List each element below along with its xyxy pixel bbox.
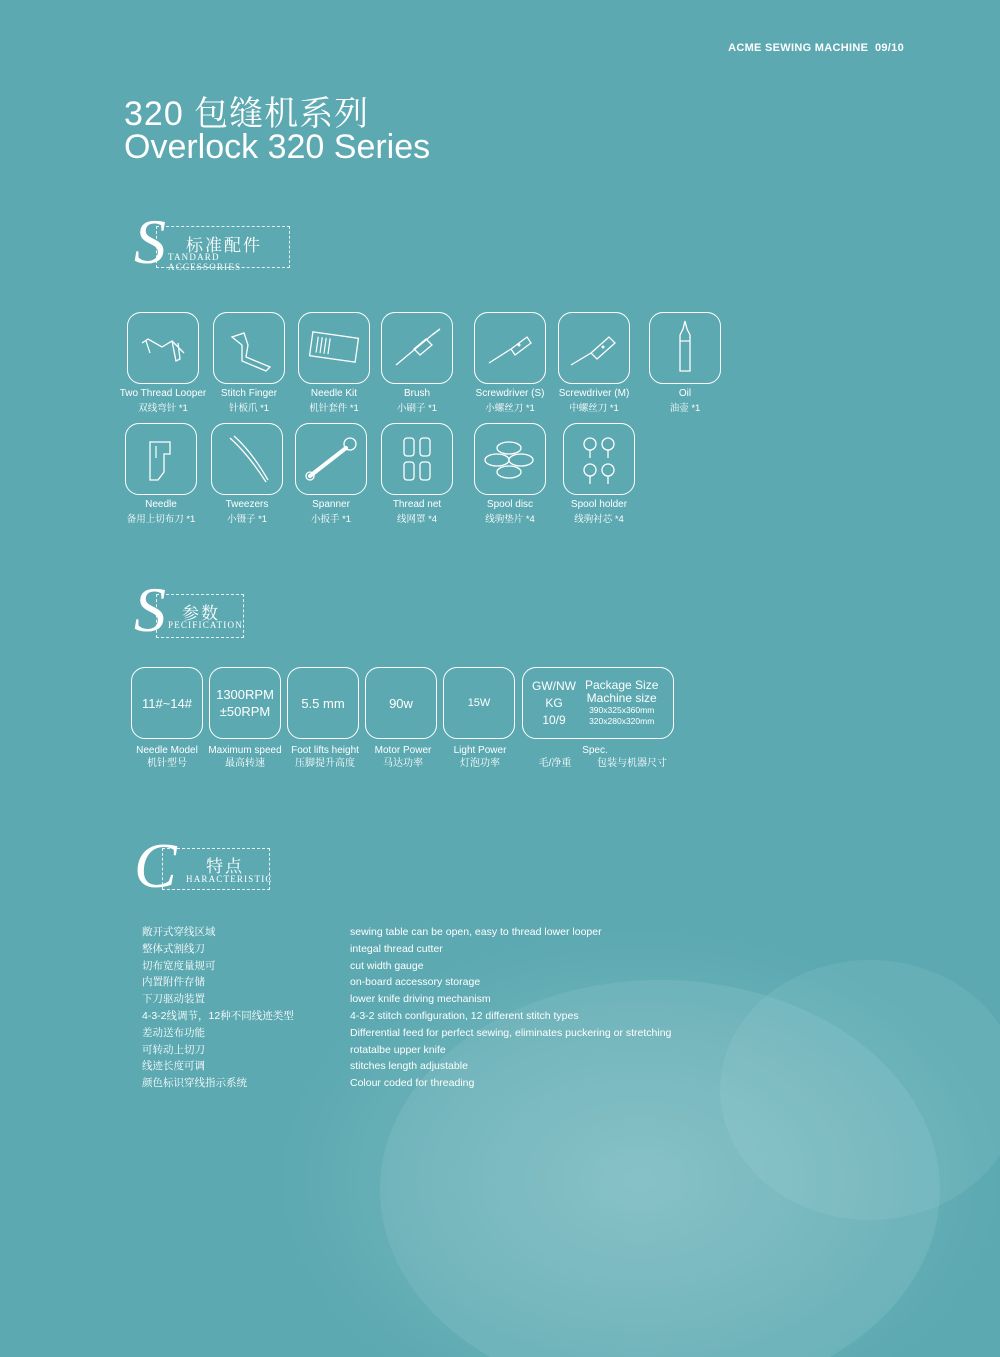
spec-value: 5.5 mm: [301, 695, 345, 711]
spec-value-box: [209, 667, 281, 739]
accessory-item: [286, 423, 376, 525]
spec-value-line-1: 1300RPM: [216, 687, 274, 702]
accessory-item: [372, 312, 462, 414]
spec-needle: [131, 667, 203, 739]
spec-label-light: [438, 744, 522, 770]
feature-item-cn: 线迹长度可调: [142, 1060, 205, 1073]
accessory-label-en: Tweezers: [225, 499, 269, 510]
feature-item-en: lower knife driving mechanism: [350, 993, 491, 1006]
features-list-cn: [142, 924, 294, 1092]
accessory-label-en: Screwdriver (M): [558, 388, 630, 399]
section-initial: S: [134, 574, 166, 645]
feature-item-en: Colour coded for threading: [350, 1077, 475, 1090]
spec-speed: [209, 667, 281, 739]
accessory-item: [554, 423, 644, 525]
accessory-item: [289, 312, 379, 414]
package-size-label: Package Size: [585, 678, 659, 692]
accessory-label-en: Needle Kit: [310, 388, 358, 399]
accessory-item: [202, 423, 292, 525]
spool-disc-icon: [474, 423, 546, 495]
accessory-label-en: Two Thread Looper: [119, 388, 207, 399]
screwdriver-s-icon: [474, 312, 546, 384]
section-title-en: PECIFICATION: [168, 620, 243, 630]
feature-item-cn: 敞开式穿线区域: [142, 926, 216, 938]
accessory-label-cn: 小扳手 *1: [310, 514, 352, 525]
spec-value: 15W: [467, 696, 491, 709]
accessory-item: [116, 423, 206, 525]
spec-label-en: Maximum speed: [208, 745, 282, 756]
spec-label-cn: 机针型号: [147, 758, 187, 769]
accessory-label-cn: 小镊子 *1: [226, 514, 268, 525]
upper-knife-icon: [125, 423, 197, 495]
gw-nw-label: GW/NW: [532, 678, 576, 693]
spec-value-box: [131, 667, 203, 739]
spec-label-package-en: Spec.: [582, 745, 608, 756]
spec-label-foot: [283, 744, 367, 770]
page-header: [728, 42, 904, 54]
brush-icon: [381, 312, 453, 384]
spec-label-cn: 灯泡功率: [460, 758, 500, 769]
feature-item-en: cut width gauge: [350, 959, 424, 972]
accessory-label-cn: 线网罩 *4: [396, 514, 438, 525]
accessory-label-en: Thread net: [392, 499, 442, 510]
section-title-en: TANDARD ACCESSORIES: [168, 252, 242, 272]
section-title-cn: 特点: [206, 857, 244, 876]
accessory-label-cn: 小螺丝刀 *1: [485, 403, 535, 414]
feature-item-cn: 下刀驱动装置: [142, 993, 205, 1006]
spec-light: [443, 667, 515, 739]
spec-label-needle: [127, 744, 207, 770]
feature-item-cn: 可转动上切刀: [142, 1043, 205, 1056]
machine-size-label: Machine size: [586, 691, 657, 705]
accessory-label-en: Spanner: [312, 499, 350, 510]
accessory-item: [465, 312, 555, 414]
page-title-en: Overlock 320 Series: [124, 128, 431, 166]
spec-label-en: Motor Power: [374, 745, 432, 756]
accessory-label-cn: 备用上切布刀 *1: [126, 514, 196, 525]
section-heading-accessories: [134, 206, 294, 278]
spec-value-box: [365, 667, 437, 739]
spec-value: 11#~14#: [141, 695, 192, 711]
accessory-item: [640, 312, 730, 414]
feature-item-en: rotatalbe upper knife: [350, 1043, 446, 1056]
spec-value-box: [522, 667, 674, 739]
spec-label-speed: [203, 744, 287, 770]
page-number: 09/10: [874, 42, 904, 54]
accessory-label-cn: 双线弯针 *1: [138, 403, 188, 414]
looper-icon: [127, 312, 199, 384]
spec-label-en: Foot lifts height: [291, 745, 359, 756]
spool-holder-icon: [563, 423, 635, 495]
spec-label-cn: 最高转速: [225, 758, 265, 769]
accessory-label-cn: 中螺丝刀 *1: [569, 403, 619, 414]
accessory-item: [465, 423, 555, 525]
accessory-item: [549, 312, 639, 414]
spec-label-weight-cn: 毛/净重: [538, 758, 572, 769]
spec-value: 90w: [389, 695, 413, 711]
brand-name: ACME SEWING MACHINE: [728, 42, 869, 54]
spec-value-line-2: ±50RPM: [219, 704, 271, 719]
spec-label-motor: [361, 744, 445, 770]
accessory-label-en: Stitch Finger: [220, 388, 278, 399]
page-title-cn: 320 包缝机系列: [124, 95, 370, 133]
thread-net-icon: [381, 423, 453, 495]
spec-label-cn: 压脚提升高度: [295, 758, 355, 769]
feature-item-cn: 整体式割线刀: [142, 942, 205, 955]
section-heading-specification: [134, 574, 254, 646]
screwdriver-m-icon: [558, 312, 630, 384]
accessory-label-cn: 小刷子 *1: [396, 403, 438, 414]
accessory-label-en: Screwdriver (S): [475, 388, 545, 399]
accessory-label-en: Spool disc: [486, 499, 534, 510]
accessory-item: [204, 312, 294, 414]
section-heading-characteristic: [134, 830, 284, 902]
accessory-label-cn: 线驹衬芯 *4: [574, 514, 624, 525]
accessory-label-cn: 机针套件 *1: [309, 403, 359, 414]
machine-dimensions: 320x280x320mm: [589, 716, 655, 726]
section-title-cn: 参数: [182, 604, 220, 623]
spec-label-cn: 马达功率: [383, 758, 423, 769]
spanner-icon: [295, 423, 367, 495]
feature-item-cn: 内置附件存储: [142, 976, 205, 989]
package-dimensions: 390x325x360mm: [589, 705, 655, 715]
stitch-finger-icon: [213, 312, 285, 384]
feature-item-cn: 切布宽度量规可: [142, 959, 216, 972]
spec-label-size-cn: 包装与机器尺寸: [597, 758, 667, 769]
oil-bottle-icon: [649, 312, 721, 384]
feature-item-en: stitches length adjustable: [350, 1060, 468, 1073]
needle-kit-icon: [298, 312, 370, 384]
feature-item-en: 4-3-2 stitch configuration, 12 different stitch types: [350, 1009, 579, 1022]
spec-label-en: Needle Model: [136, 745, 198, 756]
spec-motor: [365, 667, 437, 739]
feature-item-en: Differential feed for perfect sewing, eliminates puckering or stretching: [350, 1026, 672, 1039]
section-initial: S: [134, 206, 166, 277]
feature-item-cn: 4-3-2线调节，12种不同线迹类型: [142, 1009, 294, 1022]
spec-value-box: [443, 667, 515, 739]
section-title-cn: 标准配件: [186, 236, 262, 255]
spec-package: [522, 667, 674, 739]
features-list-en: [350, 924, 671, 1092]
accessory-label-en: Oil: [678, 388, 692, 399]
accessory-item: [118, 312, 208, 414]
section-initial: C: [134, 830, 177, 901]
kg-label: KG: [545, 695, 563, 710]
feature-item-en: sewing table can be open, easy to thread lower looper: [350, 926, 602, 938]
spec-label-en: Light Power: [453, 745, 507, 756]
accessory-label-cn: 线驹垫片 *4: [485, 514, 535, 525]
feature-item-en: integal thread cutter: [350, 942, 443, 955]
tweezers-icon: [211, 423, 283, 495]
section-title-en: HARACTERISTIC: [186, 874, 273, 884]
spec-foot: [287, 667, 359, 739]
accessory-label-cn: 针板爪 *1: [228, 403, 270, 414]
basket-background-shape: [720, 960, 1000, 1220]
accessory-label-en: Brush: [403, 388, 431, 399]
accessory-label-en: Needle: [145, 499, 177, 510]
accessory-label-en: Spool holder: [570, 499, 628, 510]
accessory-item: [372, 423, 462, 525]
weight-value: 10/9: [542, 712, 566, 727]
spec-value-box: [287, 667, 359, 739]
feature-item-cn: 颜色标识穿线指示系统: [142, 1077, 247, 1090]
feature-item-cn: 差动送布功能: [142, 1026, 205, 1039]
feature-item-en: on-board accessory storage: [350, 976, 481, 989]
accessory-label-cn: 油壶 *1: [669, 403, 701, 414]
